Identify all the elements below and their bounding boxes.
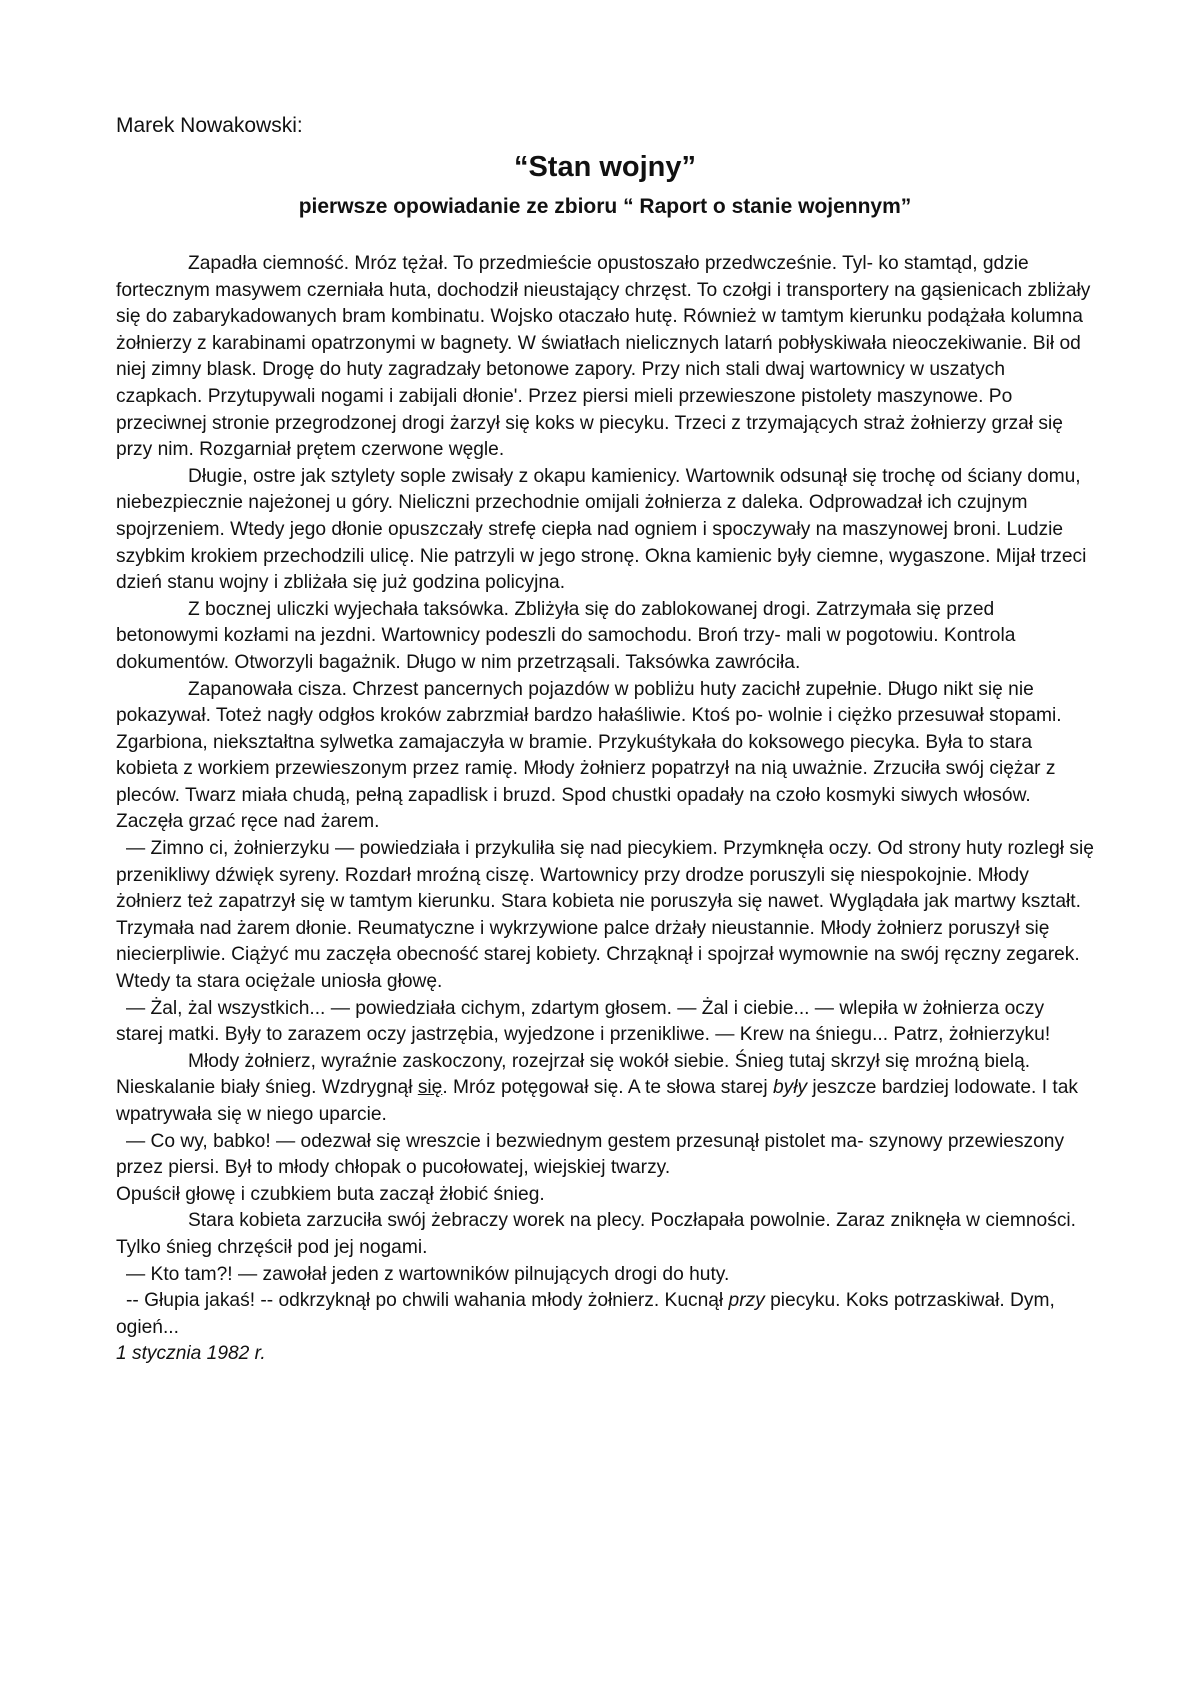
italic-word: były: [772, 1077, 808, 1099]
paragraph-12-part-b: piecyku. Koks potrzaskiwał. Dym, ogień...: [116, 1290, 1055, 1338]
paragraph-7: [116, 1049, 1094, 1129]
story-body: [116, 251, 1094, 1368]
paragraph-1: Zapadła ciemność. Mróz tężał. To przedmieście opustoszało przedwcześnie. Tyl- ko stamtąd, gdzie fortecznym masywem czerniała huta, dochodził nieustający chrzęst. To czołgi i transportery na gąsienicach zbliżały się do zabarykadowanych bram kombinatu. Wojsko otaczało hutę. Również w tamtym kierunku podążała kolumna żołnierzy z karabinami opatrzonymi w bagnety. W światłach nielicznych latarń pobłyskiwała nieoczekiwanie. Bił od niej zimny blask. Drogę do huty zagradzały betonowe zapory. Przy nich stali dwaj wartownicy w uszatych czapkach. Przytupywali nogami i zabijali dłonie'. Przez piersi mieli przewieszone pistolety maszynowe. Po przeciwnej stronie przegrodzonej drogi żarzył się koks w piecyku. Trzeci z trzymających straż żołnierzy grzał się przy nim. Rozgarniał prętem czerwone węgle.: [116, 253, 1091, 461]
paragraph-4: Zapanowała cisza. Chrzest pancernych pojazdów w pobliżu huty zacichł zupełnie. Długo nikt się nie pokazywał. Toteż nagły odgłos kroków zabrzmiał bardzo hałaśliwie. Ktoś po- wolnie i ciężko przesuwał stopami. Zgarbiona, niekształtna sylwetka zamajaczyła w bramie. Przykuśtykała do koksowego piecyka. Była to stara kobieta z workiem przewieszonym przez ramię. Młody żołnierz popatrzył na nią uważnie. Zrzuciła swój ciężar z pleców. Twarz miała chudą, pełną zapadlisk i bruzd. Spod chustki opadały na czoło kosmyki siwych włosów. Zaczęła grzać ręce nad żarem.: [116, 678, 1062, 833]
paragraph-5: — Zimno ci, żołnierzyku — powiedziała i przykuliła się nad piecykiem. Przymknęła oczy. Od strony huty rozległ się przenikliwy dźwięk syreny. Rozdarł mroźną ciszę. Wartownicy przy drodze poruszyli się niespokojnie. Młody żołnierz też zapatrzył się w tamtym kierunku. Stara kobieta nie poruszyła się nawet. Wyglądała jak martwy kształt. Trzymała nad żarem dłonie. Reumatyczne i wykrzywione palce drżały nieustannie. Młody żołnierz poruszył się niecierpliwie. Ciążyć mu zaczęła obecność starej kobiety. Chrząknął i spojrzał wymownie na swój ręczny zegarek. Wtedy ta stara ociężale uniosła głowę.: [116, 838, 1094, 993]
paragraph-7-part-c: jeszcze bardziej lodowate. I tak wpatrywała się w niego uparcie.: [116, 1077, 1078, 1125]
paragraph-12-part-a: -- Głupia jakaś! -- odkrzyknął po chwili wahania młody żołnierz. Kucnął: [126, 1290, 729, 1312]
paragraph-7-part-a: Młody żołnierz, wyraźnie zaskoczony, rozejrzał się wokół siebie. Śnieg tutaj skrzył się mroźną bielą. Nieskalanie biały śnieg. Wzdrygnął: [116, 1050, 1031, 1099]
date-line: 1 stycznia 1982 r.: [116, 1343, 266, 1365]
paragraph-11: — Kto tam?! — zawołał jeden z wartowników pilnujących drogi do huty.: [126, 1263, 730, 1285]
paragraph-7-part-b: . Mróz potęgował się. A te słowa starej: [442, 1077, 773, 1099]
paragraph-2: Długie, ostre jak sztylety sople zwisały z okapu kamienicy. Wartownik odsunął się trochę od ściany domu, niebezpiecznie najeżonej u góry. Nieliczni przechodnie omijali żołnierza z daleka. Odprowadzał ich czujnym spojrzeniem. Wtedy jego dłonie opuszczały strefę ciepła nad ogniem i spoczywały na maszynowej broni. Ludzie szybkim krokiem przechodzili ulicę. Nie patrzyli w jego stronę. Okna kamienic były ciemne, wygaszone. Mijał trzeci dzień stanu wojny i zbliżała się już godzina policyjna.: [116, 465, 1087, 594]
paragraph-10: Stara kobieta zarzuciła swój żebraczy worek na plecy. Poczłapała powolnie. Zaraz zniknęła w ciemności. Tylko śnieg chrzęścił pod jej nogami.: [116, 1210, 1077, 1258]
paragraph-8: — Co wy, babko! — odezwał się wreszcie i bezwiednym gestem przesunął pistolet ma- szynowy przewieszony przez piersi. Był to młody chłopak o pucołowatej, wiejskiej twarzy.: [116, 1130, 1065, 1179]
italic-word: przy: [728, 1290, 765, 1312]
story-subtitle: pierwsze opowiadanie ze zbioru “ Raport o stanie wojennym”: [298, 195, 912, 218]
paragraph-6: — Żal, żal wszystkich... — powiedziała cichym, zdartym głosem. — Żal i ciebie... — wlepiła w żołnierza oczy starej matki. Były to zarazem oczy jastrzębia, wyjedzone i przenikliwe. — Krew na śniegu... Patrz, żołnierzyku!: [116, 997, 1051, 1046]
paragraph-12: [116, 1288, 1094, 1341]
underlined-word: się: [417, 1077, 443, 1099]
document-page: [116, 112, 1094, 1368]
story-title: “Stan wojny”: [513, 151, 697, 183]
paragraph-3: Z bocznej uliczki wyjechała taksówka. Zbliżyła się do zablokowanej drogi. Zatrzymała się przed betonowymi kozłami na jezdni. Wartownicy podeszli do samochodu. Broń trzy- mali w pogotowiu. Kontrola dokumentów. Otworzyli bagażnik. Długo w nim przetrząsali. Taksówka zawróciła.: [116, 598, 1016, 673]
paragraph-9: Opuścił głowę i czubkiem buta zaczął żłobić śnieg.: [116, 1183, 545, 1205]
author-line: Marek Nowakowski:: [116, 114, 303, 137]
